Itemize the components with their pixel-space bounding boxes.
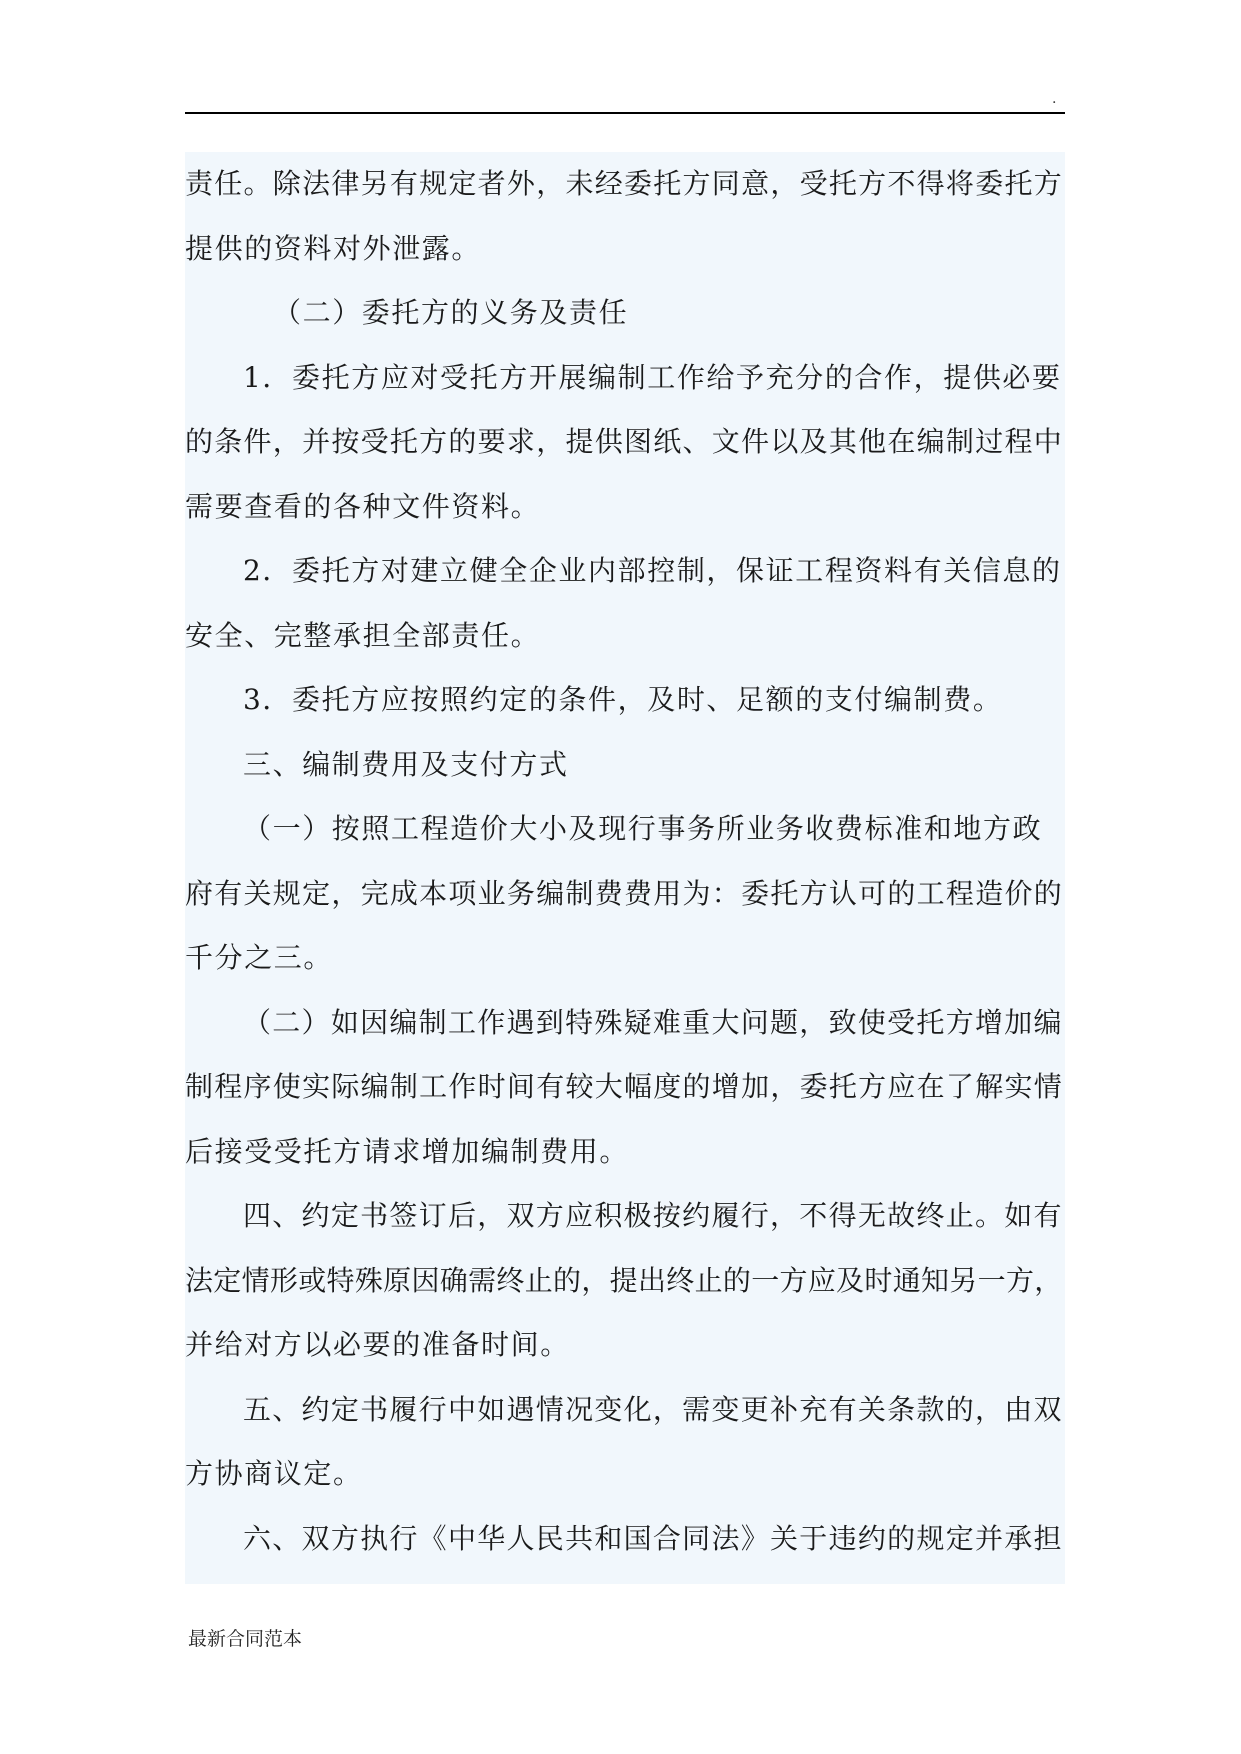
text-line: 安全、完整承担全部责任。: [185, 618, 541, 652]
text-line: 方协商议定。: [185, 1457, 363, 1490]
text-line: 的条件，并按受托方的要求，提供图纸、文件以及其他在编制过程中: [185, 425, 1064, 458]
text-line: 1．委托方应对受托方开展编制工作给予充分的合作，提供必要: [243, 360, 1062, 394]
document-body: [185, 152, 1065, 1584]
text-line: 2．委托方对建立健全企业内部控制，保证工程资料有关信息的: [243, 554, 1062, 587]
header-mark: .: [1052, 91, 1057, 107]
text-line: 法定情形或特殊原因确需终止的，提出终止的一方应及时通知另一方，: [185, 1263, 1063, 1297]
footer-label: 最新合同范本: [188, 1628, 303, 1650]
text-line: 3．委托方应按照约定的条件，及时、足额的支付编制费。: [243, 683, 1003, 716]
text-line: 后接受受托方请求增加编制费用。: [185, 1134, 630, 1168]
header-divider: [185, 112, 1065, 114]
text-line: 提供的资料对外泄露。: [185, 231, 482, 265]
paragraph-lines: [185, 152, 1065, 1571]
text-line: 六、双方执行《中华人民共和国合同法》关于违约的规定并承担: [243, 1521, 1063, 1555]
text-line: 四、约定书签订后，双方应积极按约履行，不得无故终止。如有: [243, 1199, 1063, 1232]
text-line: 责任。除法律另有规定者外，未经委托方同意，受托方不得将委托方: [185, 167, 1064, 200]
text-line: 需要查看的各种文件资料。: [185, 489, 541, 523]
text-line: 千分之三。: [185, 941, 334, 974]
text-line: 府有关规定，完成本项业务编制费费用为：委托方认可的工程造价的: [185, 876, 1064, 910]
text-line: 三、编制费用及支付方式: [243, 747, 569, 781]
text-line: （二）如因编制工作遇到特殊疑难重大问题，致使受托方增加编: [243, 1005, 1063, 1039]
text-line: 制程序使实际编制工作时间有较大幅度的增加，委托方应在了解实情: [185, 1070, 1064, 1103]
text-line: （一）按照工程造价大小及现行事务所业务收费标准和地方政: [243, 812, 1043, 845]
text-line: （二）委托方的义务及责任: [273, 296, 629, 329]
text-line: 并给对方以必要的准备时间。: [185, 1328, 570, 1361]
text-line: 五、约定书履行中如遇情况变化，需变更补充有关条款的，由双: [243, 1392, 1063, 1426]
